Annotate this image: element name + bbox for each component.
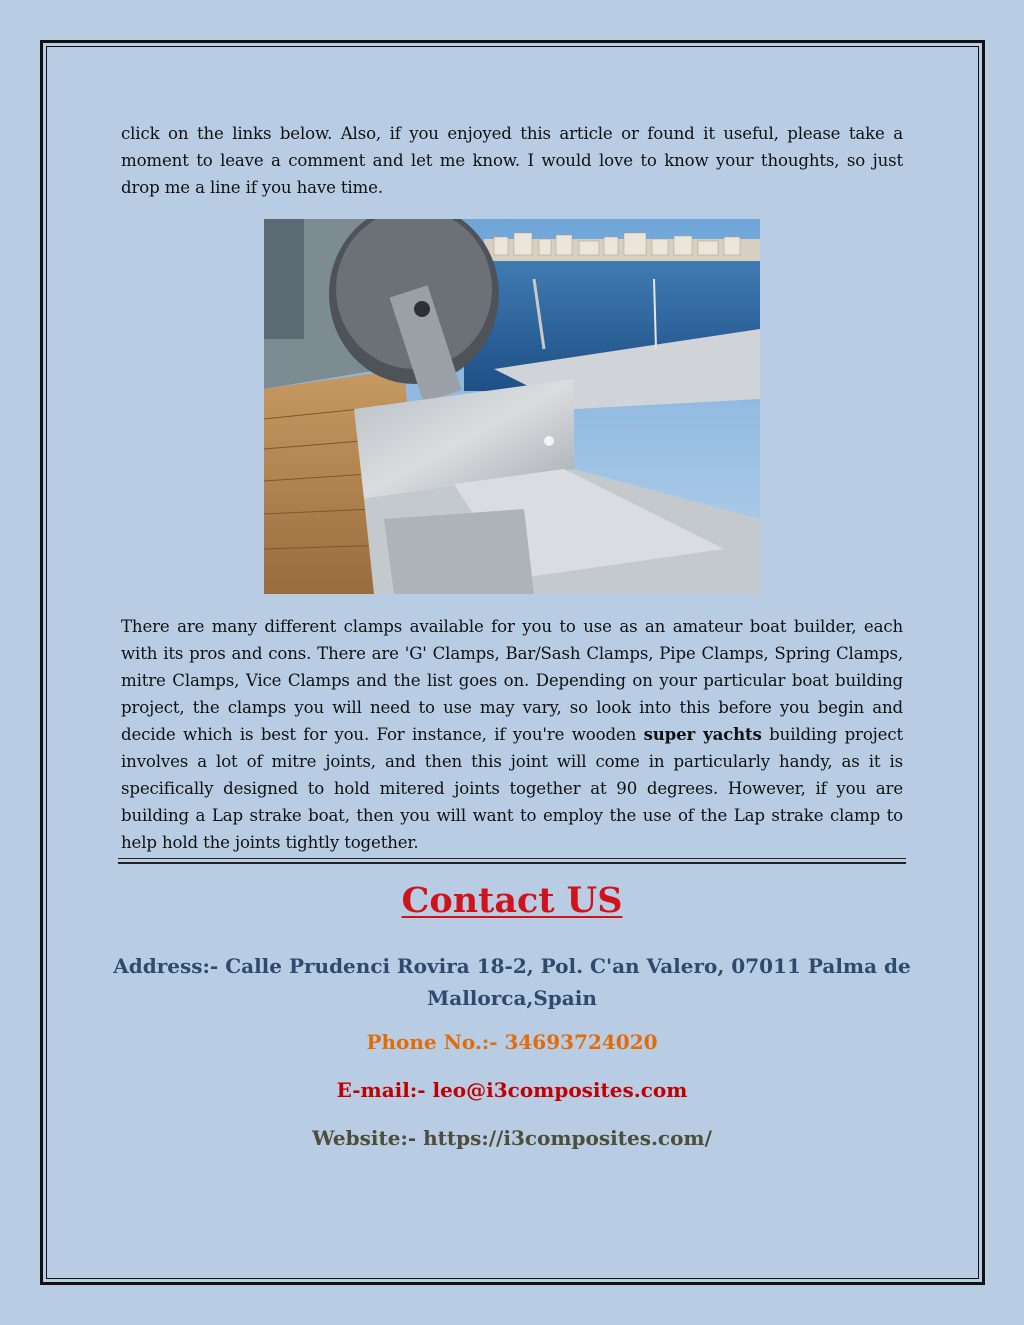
- yacht-deck-photo: [264, 219, 760, 594]
- contact-phone: Phone No.:- 34693724020: [366, 1030, 658, 1054]
- contact-email[interactable]: E-mail:- leo@i3composites.com: [336, 1078, 688, 1102]
- super-yachts-link[interactable]: super yachts: [643, 724, 762, 744]
- divider-line-top: [118, 858, 906, 859]
- clamps-text-after: building project involves a lot of mitre joints, and then this joint will come in particularly handy, as it is specifically designed to hold mitered joints together at 90 degrees. However, if you are building a Lap strake boat, then you will want to employ the use of the Lap strake clamp to help hold the joints tightly together.: [121, 725, 903, 852]
- contact-us-heading: Contact US: [401, 880, 623, 921]
- divider-line-bottom: [118, 862, 906, 864]
- clamps-paragraph: [121, 613, 903, 856]
- contact-address: Address:- Calle Prudenci Rovira 18-2, Pol. C'an Valero, 07011 Palma de Mallorca,Spain: [113, 954, 911, 1010]
- intro-paragraph: click on the links below. Also, if you enjoyed this article or found it useful, please take a moment to leave a comment and let me know. I would love to know your thoughts, so just drop me a line if you have time.: [121, 124, 903, 197]
- clamps-text-before: There are many different clamps available for you to use as an amateur boat builder, each with its pros and cons. There are 'G' Clamps, Bar/Sash Clamps, Pipe Clamps, Spring Clamps, mitre Clamps, Vice Clamps and the list goes on. Depending on your particular boat building project, the clamps you will need to use may vary, so look into this before you begin and decide which is best for you. For instance, if you're wooden: [121, 617, 903, 744]
- contact-website[interactable]: Website:- https://i3composites.com/: [312, 1126, 712, 1150]
